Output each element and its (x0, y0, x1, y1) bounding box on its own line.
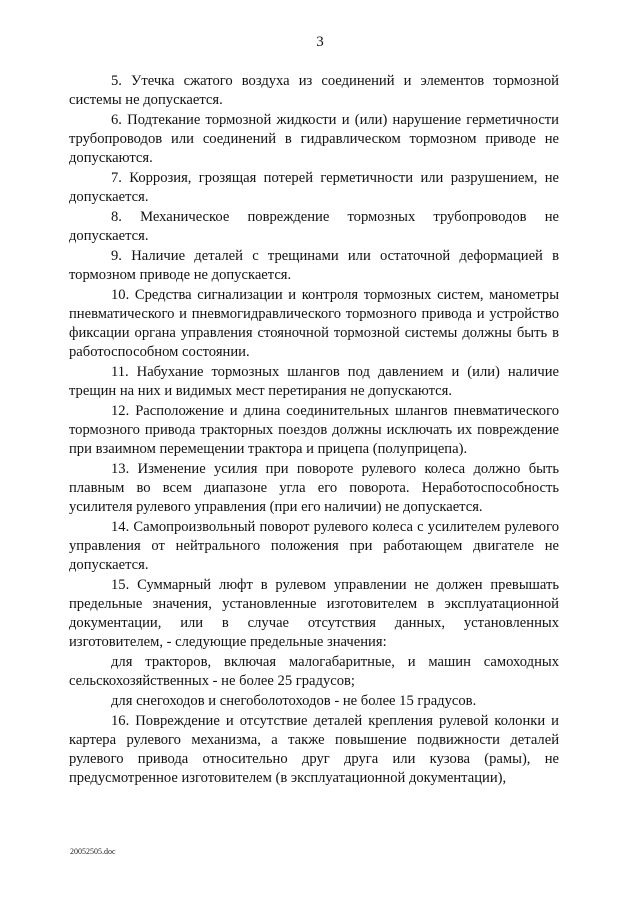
footer-filename: 20052505.doc (70, 847, 116, 856)
page-number: 3 (316, 34, 324, 50)
paragraph-15-tractors: для тракторов, включая малогабаритные, и машин самоходных сельскохозяйственных - не более 25 градусов; (69, 654, 559, 689)
paragraph-6: 6. Подтекание тормозной жидкости и (или) нарушение герметичности трубопроводов или соединений в гидравлическом тормозном приводе не допускаются. (69, 112, 559, 166)
paragraph-7: 7. Коррозия, грозящая потерей герметичности или разрушением, не допускается. (69, 170, 559, 205)
document-body (69, 72, 559, 789)
paragraph-9: 9. Наличие деталей с трещинами или остаточной деформацией в тормозном приводе не допускается. (69, 248, 559, 283)
paragraph-10: 10. Средства сигнализации и контроля тормозных систем, манометры пневматического и пневмогидравлического тормозного привода и устройство фиксации органа управления стояночной тормозной системы должны быть в работоспособном состоянии. (69, 287, 559, 360)
paragraph-16: 16. Повреждение и отсутствие деталей крепления рулевой колонки и картера рулевого механизма, а также повышение подвижности деталей рулевого привода относительно друг друга или кузова (рамы), не предусмотренное изготовителем (в эксплуатационной документации), (69, 713, 559, 786)
paragraph-5: 5. Утечка сжатого воздуха из соединений и элементов тормозной системы не допускается. (69, 73, 559, 108)
paragraph-15: 15. Суммарный люфт в рулевом управлении не должен превышать предельные значения, установленные изготовителем в эксплуатационной документации, или в случае отсутствия данных, установленных изготовителем, - следующие предельные значения: (69, 577, 559, 650)
paragraph-14: 14. Самопроизвольный поворот рулевого колеса с усилителем рулевого управления от нейтрального положения при работающем двигателе не допускается. (69, 519, 559, 573)
paragraph-8: 8. Механическое повреждение тормозных трубопроводов не допускается. (69, 209, 559, 244)
paragraph-12: 12. Расположение и длина соединительных шлангов пневматического тормозного привода тракторных поездов должны исключать их повреждение при взаимном перемещении трактора и прицепа (полуприцепа). (69, 403, 559, 457)
paragraph-13: 13. Изменение усилия при повороте рулевого колеса должно быть плавным во всем диапазоне угла его поворота. Неработоспособность усилителя рулевого управления (при его наличии) не допускается. (69, 461, 559, 515)
paragraph-11: 11. Набухание тормозных шлангов под давлением и (или) наличие трещин на них и видимых мест перетирания не допускаются. (69, 364, 559, 399)
paragraph-15-snowmobiles: для снегоходов и снегоболотоходов - не более 15 градусов. (111, 693, 477, 709)
